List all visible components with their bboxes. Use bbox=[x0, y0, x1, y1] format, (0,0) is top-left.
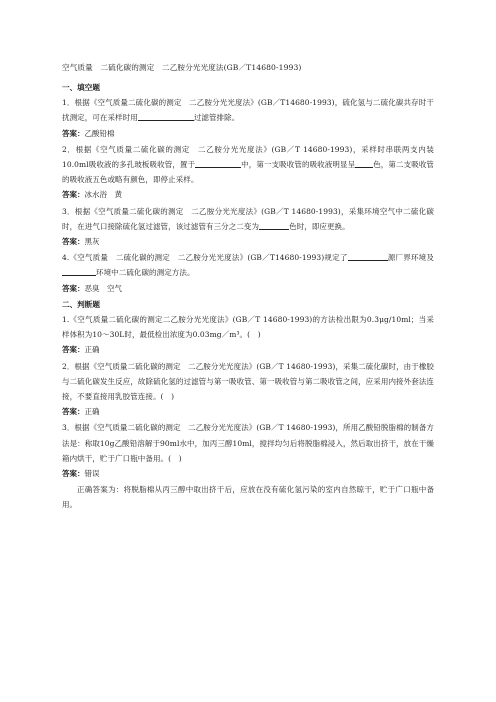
question-text: 色，第二支吸收管的吸收液五色或略有颜色，即停止采样。 bbox=[62, 160, 435, 185]
answer-line-4 bbox=[62, 281, 434, 296]
fill-question-4 bbox=[62, 250, 434, 280]
answer-line-1 bbox=[62, 126, 434, 141]
question-text: 4.《空气质量 二硫化碳的测定 二乙胺分光光度法》(GB／T14680-1993)规定了 bbox=[62, 253, 348, 263]
answer-label: 答案： bbox=[62, 345, 85, 355]
fill-question-2 bbox=[62, 142, 434, 188]
question-text: 1．根据《空气质量二硫化碳的测定 二乙胺分光光度法》(GB／T14680-1993)，硫化氢与二硫化碳共存时干扰测定，可在采样时用 bbox=[62, 98, 434, 123]
answer-text: 乙酸铅棉 bbox=[84, 128, 115, 138]
answer-text: 恶臭 空气 bbox=[84, 283, 122, 293]
answer-blank bbox=[259, 221, 289, 230]
answer-line-2 bbox=[62, 187, 434, 202]
fill-question-1 bbox=[62, 95, 434, 125]
answer-label: 答案： bbox=[62, 469, 85, 479]
answer-blank bbox=[138, 112, 194, 121]
answer-text: 错误 bbox=[84, 469, 100, 479]
answer-line-3 bbox=[62, 234, 434, 249]
answer-label: 答案： bbox=[62, 407, 85, 417]
answer-blank bbox=[195, 159, 241, 168]
section-heading-judge: 二、判断题 bbox=[62, 299, 100, 309]
answer-label: 答案： bbox=[62, 190, 85, 200]
answer-blank bbox=[348, 252, 388, 261]
question-text: 环境中二硫化碳的测定方法。 bbox=[96, 268, 195, 278]
document-title: 空气质量 二硫化碳的测定 二乙胺分光光度法(GB／T14680-1993) bbox=[62, 63, 302, 72]
answer-explanation: 正确答案为：将脱脂棉从丙三醇中取出挤干后，应放在没有硫化氢污染的室内自然晾干，贮于广口瓶中备用。 bbox=[62, 485, 434, 510]
answer-label: 答案： bbox=[62, 128, 85, 138]
answer-text: 冰水浴 黄 bbox=[84, 190, 122, 200]
question-text: 中，第一支吸收管的吸收液明显呈 bbox=[241, 160, 356, 170]
answer-blank bbox=[355, 159, 373, 168]
answer-line-5 bbox=[62, 342, 434, 357]
fill-question-3 bbox=[62, 204, 434, 234]
answer-blank bbox=[62, 267, 96, 276]
question-text: 源厂界环境及 bbox=[387, 253, 434, 263]
answer-line-7 bbox=[62, 466, 434, 481]
answer-text: 正确 bbox=[84, 407, 100, 417]
answer-label: 答案： bbox=[62, 283, 85, 293]
judge-question-2: 2．根据《空气质量二硫化碳的测定 二乙胺分光光度法》(GB／T 14680-1993)，采集二硫化碳时，由于橡胶与二硫化碳发生反应，故除硫化氢的过滤管与第一吸收管、第一吸收管与第二吸收管之间，应采用内接外套法连接，不要直接用乳胶管连接。( ) bbox=[62, 361, 434, 402]
judge-question-1: 1.《空气质量二硫化碳的测定二乙胺分光光度法》(GB／T 14680-1993)的方法检出限为0.3μg/10ml；当采样体积为10～30L时，最低检出浓度为0.03mg／m³。( ) bbox=[62, 315, 434, 340]
judge-question-3: 3．根据《空气质量二硫化碳的测定 二乙胺分光光度法》(GB／T 14680-1993)，所用乙酸铅脱脂棉的制备方法是：称取10g乙酸铅溶解于90ml水中，加丙三醇10ml，搅拌均匀后将脱脂棉浸入，然后取出挤干，放在干燥箱内烘干，贮于广口瓶中备用。( ) bbox=[62, 423, 434, 463]
question-text: 过滤管排除。 bbox=[193, 113, 240, 123]
document-body bbox=[62, 80, 434, 513]
answer-text: 黑灰 bbox=[84, 237, 100, 247]
question-text: 3．根据《空气质量二硫化碳的测定 二乙胺分光光度法》(GB／T 14680-1993)，采集环境空气中二硫化碳时，在进气口接除硫化氢过滤管，该过滤管有三分之二变为 bbox=[62, 206, 434, 231]
question-text: 色时，即应更换。 bbox=[289, 221, 350, 231]
answer-line-6 bbox=[62, 404, 434, 419]
answer-text: 正确 bbox=[84, 345, 100, 355]
section-heading-fill: 一、填空题 bbox=[62, 83, 100, 92]
answer-label: 答案： bbox=[62, 237, 85, 247]
question-text: 2．根据《空气质量二硫化碳的测定 二乙胺分光光度法》(GB／T 14680-1993)，采样时串联两支内装10.0ml吸收液的多孔玻板吸收管，置于 bbox=[62, 144, 434, 170]
